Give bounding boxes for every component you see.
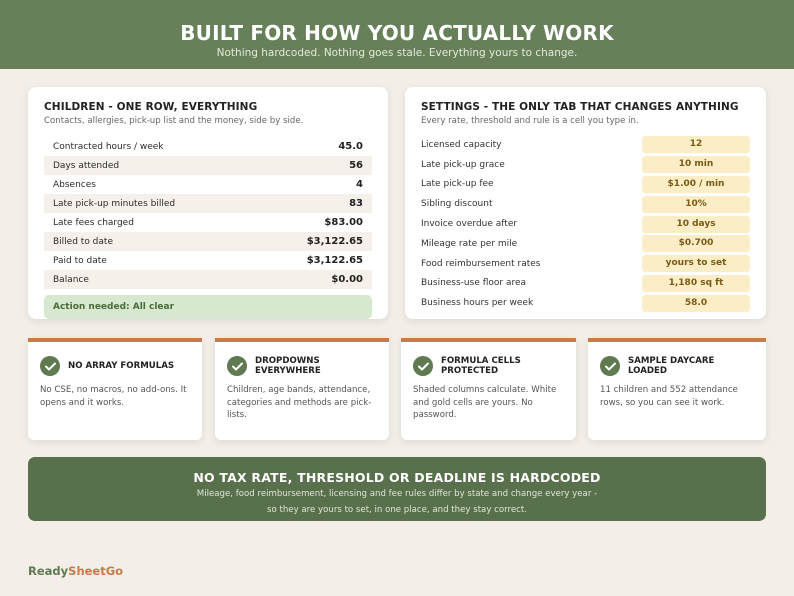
settings-row [421,274,750,294]
check-icon [40,356,60,376]
setting-value-cell[interactable]: 1,180 sq ft [642,275,750,292]
brand-part-2: SheetGo [68,564,124,578]
feature-card-dropdowns-everywhere [215,338,389,440]
setting-value-cell[interactable]: 10 days [642,216,750,233]
settings-card-subtitle: Every rate, threshold and rule is a cell you type in. [421,116,639,126]
setting-value-cell[interactable]: 10% [642,196,750,213]
settings-row [421,155,750,175]
setting-label: Sibling discount [421,199,493,210]
settings-table [421,135,750,313]
table-row [44,194,372,213]
feature-body: 11 children and 552 attendance rows, so you can see it work. [600,385,738,408]
setting-label: Licensed capacity [421,139,502,150]
row-value: 4 [356,179,363,190]
row-label: Absences [53,179,96,190]
brand-part-1: Ready [28,564,69,578]
settings-row [421,194,750,214]
row-value: $0.00 [331,274,363,285]
brand-logo [28,564,123,578]
check-icon [227,356,247,376]
setting-value-cell[interactable]: $1.00 / min [642,176,750,193]
row-label: Paid to date [53,255,107,266]
feature-card-no-array-formulas [28,338,202,440]
hero-title: BUILT FOR HOW YOU ACTUALLY WORK [180,21,614,45]
row-value: $83.00 [324,217,363,228]
children-card [28,87,388,319]
hero-subtitle: Nothing hardcoded. Nothing goes stale. Everything yours to change. [216,47,578,59]
row-label: Late pick-up minutes billed [53,198,176,209]
row-label: Billed to date [53,236,113,247]
setting-label: Mileage rate per mile [421,238,518,249]
row-value: 83 [349,198,363,209]
row-value: 56 [349,160,363,171]
row-label: Balance [53,274,89,285]
settings-row [421,293,750,313]
table-row [44,156,372,175]
banner-line-1: Mileage, food reimbursement, licensing and fee rules differ by state and change every year - [196,489,598,499]
setting-label: Late pick-up fee [421,179,494,190]
row-value: $3,122.65 [306,255,363,266]
setting-label: Food reimbursement rates [421,258,541,269]
table-row [44,251,372,270]
settings-row [421,175,750,195]
feature-body: Shaded columns calculate. White and gold cells are yours. No password. [413,385,557,420]
setting-value-cell[interactable]: 58.0 [642,295,750,312]
setting-value-cell[interactable]: $0.700 [642,235,750,252]
row-value: 45.0 [338,141,363,152]
setting-label: Business-use floor area [421,278,527,289]
row-label: Late fees charged [53,217,134,228]
setting-label: Invoice overdue after [421,219,518,230]
feature-title: SAMPLE DAYCARE LOADED [628,356,715,376]
feature-title: FORMULA CELLS PROTECTED [441,356,521,376]
settings-row [421,234,750,254]
check-icon [600,356,620,376]
banner-line-2: so they are yours to set, in one place, and they stay correct. [267,504,527,515]
setting-label: Late pick-up grace [421,159,505,170]
hardcoded-banner [28,457,766,521]
feature-body: Children, age bands, attendance, categories and methods are pick-lists. [227,385,372,420]
children-table [44,137,372,289]
row-label: Contracted hours / week [53,141,164,152]
setting-label: Business hours per week [421,298,534,309]
setting-value-cell[interactable]: yours to set [642,255,750,272]
banner-title: NO TAX RATE, THRESHOLD OR DEADLINE IS HARDCODED [193,470,601,485]
table-row [44,232,372,251]
check-icon [413,356,433,376]
settings-row [421,214,750,234]
table-row [44,137,372,156]
table-row [44,213,372,232]
children-card-subtitle: Contacts, allergies, pick-up list and the money, side by side. [44,116,304,126]
children-card-title: CHILDREN - ONE ROW, EVERYTHING [44,101,258,113]
settings-row [421,135,750,155]
table-row [44,270,372,289]
feature-title: DROPDOWNS EVERYWHERE [255,356,321,376]
settings-row [421,254,750,274]
feature-card-formula-cells-protected [401,338,576,440]
hero-header [0,0,794,69]
setting-value-cell[interactable]: 12 [642,136,750,153]
row-value: $3,122.65 [306,236,363,247]
status-badge: Action needed: All clear [44,295,372,319]
table-row [44,175,372,194]
feature-body: No CSE, no macros, no add-ons. It opens and it works. [40,385,187,408]
row-label: Days attended [53,160,120,171]
settings-card-title: SETTINGS - THE ONLY TAB THAT CHANGES ANYTHING [421,101,739,113]
feature-card-sample-daycare-loaded [588,338,766,440]
settings-card [405,87,766,319]
feature-title: NO ARRAY FORMULAS [68,361,175,371]
setting-value-cell[interactable]: 10 min [642,156,750,173]
